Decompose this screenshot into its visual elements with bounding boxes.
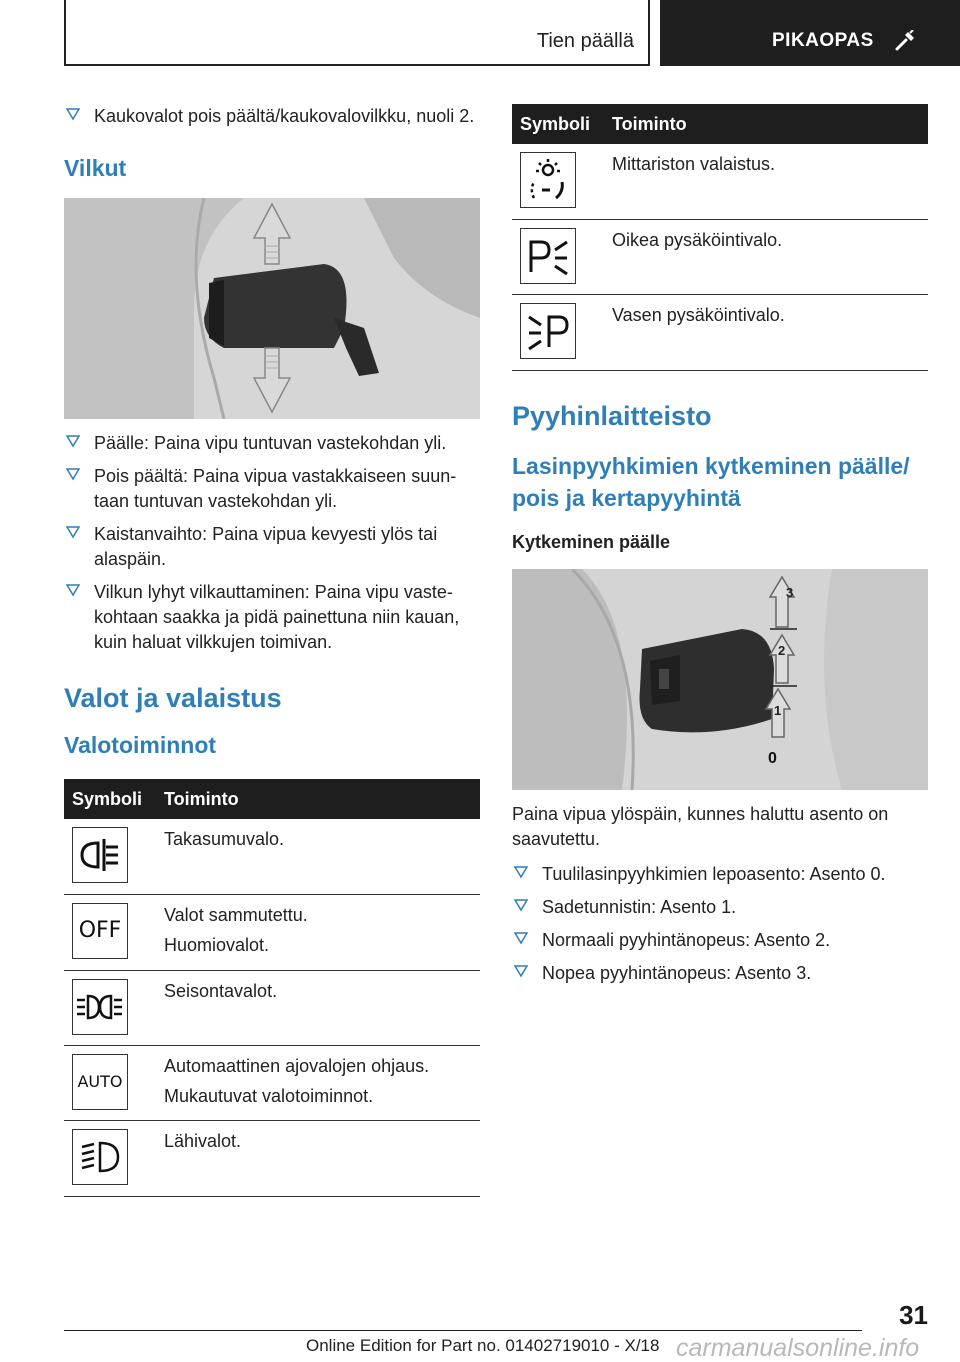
left-column [64,104,480,1197]
auto-icon: AUTO [72,1054,128,1110]
header-tab[interactable] [660,0,960,66]
watermark: carmanualsonline.info [676,1334,920,1362]
table-row: Takasumuvalo. [64,819,480,894]
position-label-3: 3 [786,584,794,600]
table-row: Lähivalot. [64,1120,480,1196]
lights-section-heading: Valot ja valaistus [64,683,282,713]
position-label-2: 2 [778,642,786,658]
light-functions-heading: Valotoiminnot [64,732,217,758]
switch-on-heading: Kytkeminen päälle [512,531,671,552]
table-row: Vasen pysäköintivalo. [512,294,928,370]
header-section-title: Tien päällä [536,30,634,52]
wiper-lever-image [512,569,928,790]
lighting-symbols-table [512,104,928,371]
bullet-triangle-icon [66,467,80,481]
off-icon: OFF [72,903,128,959]
footer-divider [64,1330,862,1331]
turn-signal-lever-image [64,198,480,419]
right-parking-light-icon [520,228,576,284]
wipers-section-heading: Pyyhinlaitteisto [512,400,712,431]
wipers-sub-heading: Lasinpyyhkimien kytkeminen päälle/ pois ja kertapyyhintä [512,452,910,511]
light-functions-table [64,779,480,1197]
bullet-triangle-icon [66,434,80,448]
position-label-1: 1 [774,702,782,718]
table-row: Oikea pysäköintivalo. [512,219,928,294]
table-row: Seisontavalot. [64,970,480,1045]
table-header-function: Toiminto [164,779,480,819]
position-label-0: 0 [768,749,777,767]
list-item: Tuulilasinpyyhkimien lepoasento: Asento 0. [512,862,928,887]
bullet-triangle-icon [514,964,528,978]
intro-list [64,104,480,129]
page-number: 31 [899,1300,928,1330]
table-header-symbol: Symboli [64,779,164,819]
left-parking-light-icon [520,303,576,359]
table-row: AUTO Automaattinen ajovalojen ohjaus. Mukautuvat valotoiminnot. [64,1045,480,1120]
vilkut-list [64,431,480,655]
wiper-instructions: Paina vipua ylöspäin, kunnes haluttu asento on saavutettu. [512,803,889,849]
right-column [512,104,928,994]
instrument-lighting-icon [520,152,576,208]
table-header-symbol: Symboli [512,104,612,144]
list-item: Normaali pyyhintänopeus: Asento 2. [512,928,928,953]
list-item: Kaukovalot pois päältä/kaukovalovilkku, nuoli 2. [64,104,480,129]
header-tab-label: PIKAOPAS [772,30,874,51]
bullet-triangle-icon [66,583,80,597]
bullet-triangle-icon [514,898,528,912]
turn-signal-lever-illustration [64,198,480,419]
table-row: OFF Valot sammutettu. Huomiovalot. [64,894,480,970]
list-item: Sadetunnistin: Asento 1. [512,895,928,920]
header-frame [64,0,650,66]
bullet-triangle-icon [514,931,528,945]
parking-lights-icon [72,979,128,1035]
table-header-function: Toiminto [612,104,928,144]
wiper-lever-illustration [512,569,928,790]
vilkut-heading: Vilkut [64,155,127,181]
bullet-triangle-icon [514,865,528,879]
list-item: Pois päältä: Paina vipua vastakkaiseen suun-taan tuntuvan vastekohdan yli. [64,464,480,514]
list-item: Kaistanvaihto: Paina vipua kevyesti ylös tai alaspäin. [64,522,480,572]
list-item: Päälle: Paina vipu tuntuvan vastekohdan yli. [64,431,480,456]
edition-text: Online Edition for Part no. 01402719010 - X/18 [306,1336,660,1355]
wiper-positions-list [512,862,928,986]
list-item: Nopea pyyhintänopeus: Asento 3. [512,961,928,986]
wrench-icon [894,30,916,52]
low-beam-icon [72,1129,128,1185]
bullet-triangle-icon [66,525,80,539]
list-item: Vilkun lyhyt vilkauttaminen: Paina vipu vaste-kohtaan saakka ja pidä painettuna niin kauan, kuin haluat vilkkujen toimivan. [64,580,480,655]
rear-fog-light-icon [72,827,128,883]
table-row: Mittariston valaistus. [512,144,928,219]
bullet-triangle-icon [66,107,80,121]
